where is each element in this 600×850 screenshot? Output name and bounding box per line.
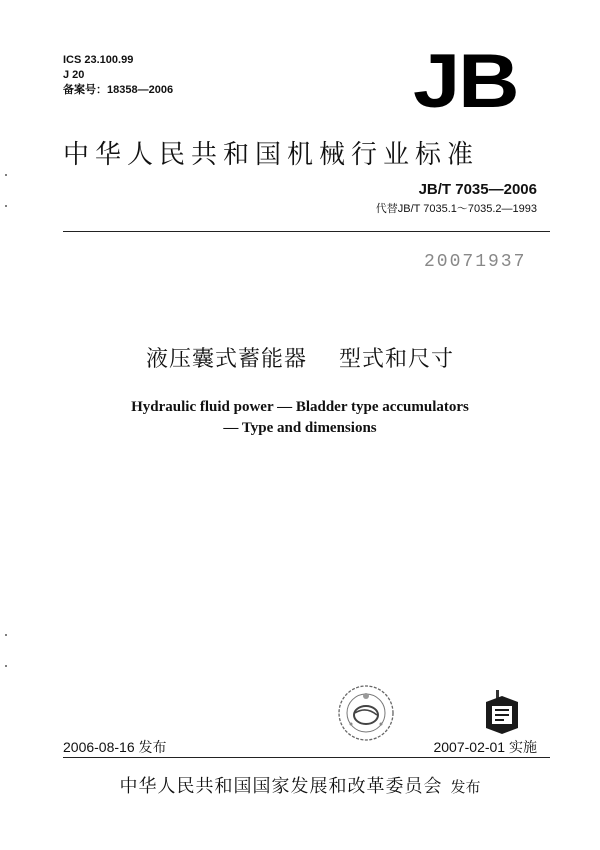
publisher-line	[0, 772, 600, 798]
document-title-english	[0, 397, 600, 439]
publisher-name: 中华人民共和国国家发展和改革委员会	[119, 776, 443, 797]
standard-number: JB/T 7035—2006	[418, 181, 537, 198]
qi-seal-icon	[337, 684, 395, 742]
standard-number-block	[376, 181, 537, 216]
scan-speck	[5, 174, 7, 176]
english-title-line-1: Hydraulic fluid power — Bladder type accumulators	[131, 399, 469, 415]
class-code: J 20	[63, 69, 85, 81]
ics-code: ICS 23.100.99	[63, 54, 134, 66]
jb-logo: JB	[413, 39, 518, 124]
record-number: 备案号：18358—2006	[63, 84, 174, 96]
archive-stamp-number: 20071937	[424, 252, 527, 272]
replaces-standard: 代替JB/T 7035.1～7035.2—1993	[375, 203, 537, 215]
header-divider	[63, 231, 550, 232]
publisher-mark-icon	[482, 690, 522, 734]
scan-speck	[5, 205, 7, 207]
standard-title: 中华人民共和国机械行业标准	[63, 140, 480, 170]
document-title-chinese: 液压囊式蓄能器 型式和尺寸	[146, 347, 454, 372]
issue-date: 2006-08-16 发布	[63, 739, 167, 755]
header-meta	[63, 53, 173, 98]
effective-date: 2007-02-01 实施	[433, 739, 537, 755]
footer-divider	[63, 757, 550, 758]
scan-speck	[5, 665, 7, 667]
scan-speck	[5, 634, 7, 636]
english-title-line-2: — Type and dimensions	[223, 420, 377, 436]
publisher-suffix: 发布	[450, 778, 481, 796]
